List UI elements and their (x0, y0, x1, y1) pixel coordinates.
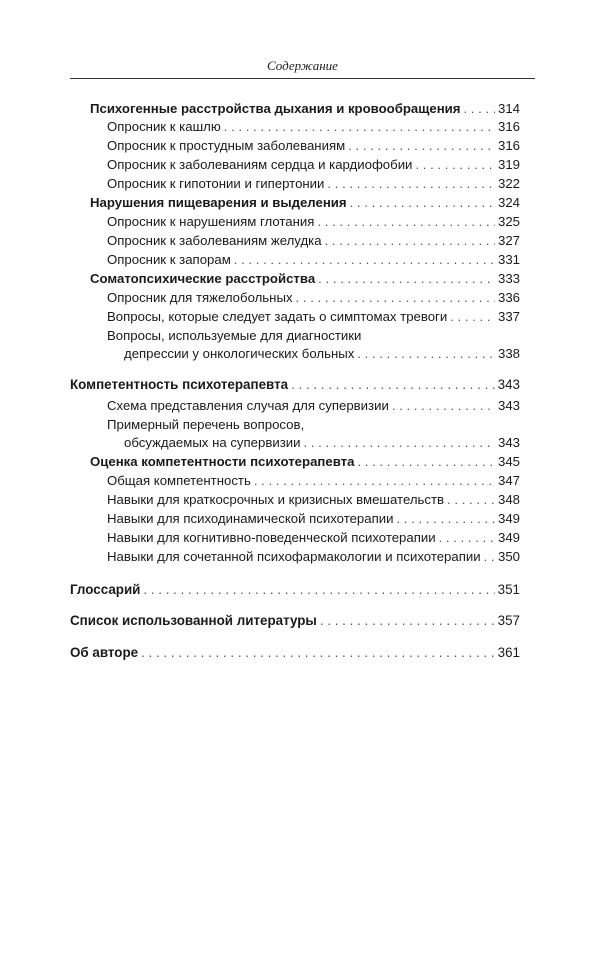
toc-entry-title: Навыки для краткосрочных и кризисных вмешательств (107, 492, 445, 507)
toc-entry-title: Опросник к запорам (107, 252, 231, 267)
dot-leader (357, 345, 495, 363)
toc-entry-combined-skills[interactable] (107, 548, 520, 566)
toc-entry-title: Об авторе (70, 645, 139, 660)
toc-entry-title-line1: Вопросы, используемые для диагностики (107, 328, 362, 343)
toc-entry-swallowing[interactable] (107, 213, 520, 231)
dot-leader (450, 308, 495, 326)
toc-page-number: 322 (497, 176, 520, 191)
toc-page-number: 316 (497, 138, 520, 153)
toc-entry-psychodynamic-skills[interactable] (107, 510, 520, 528)
toc-entry-title: Нарушения пищеварения и выделения (90, 195, 347, 210)
toc-page-number: 343 (497, 435, 520, 450)
toc-entry-title: Список использованной литературы (70, 613, 317, 628)
dot-leader (447, 491, 495, 509)
toc-entry-glossary[interactable] (70, 581, 520, 599)
running-header: Содержание (267, 58, 338, 73)
toc-page-number: 343 (497, 377, 520, 392)
dot-leader (348, 137, 495, 155)
dot-leader (357, 453, 495, 471)
toc-entry-digestion[interactable] (90, 194, 520, 212)
toc-entry-title: Навыки для когнитивно-поведенческой психотерапии (107, 530, 436, 545)
toc-entry-title: обсуждаемых на супервизии (124, 435, 301, 450)
dot-leader (141, 644, 495, 662)
toc-entry-title: Навыки для психодинамической психотерапии (107, 511, 394, 526)
toc-page-number: 350 (497, 549, 520, 564)
toc-page-number: 361 (497, 645, 520, 660)
toc-entry-title: Соматопсихические расстройства (90, 271, 316, 286)
toc-entry-competence-assessment[interactable] (90, 453, 520, 471)
toc-page-number: 343 (497, 398, 520, 413)
toc-page-number: 348 (497, 492, 520, 507)
toc-entry-anxiety-questions[interactable] (107, 308, 520, 326)
toc-page-number: 345 (497, 454, 520, 469)
toc-entry-title: Навыки для сочетанной психофармакологии и психотерапии (107, 549, 481, 564)
dot-leader (254, 472, 495, 490)
toc-page-number: 327 (497, 233, 520, 248)
toc-entry-title: Компетентность психотерапевта (70, 377, 289, 392)
toc-entry-title: Глоссарий (70, 582, 141, 597)
toc-entry-depression-oncology[interactable] (124, 345, 520, 363)
toc-page-number: 357 (497, 613, 520, 628)
toc-entry-seriously-ill[interactable] (107, 289, 520, 307)
toc-entry-title: Опросник к гипотонии и гипертонии (107, 176, 325, 191)
dot-leader (224, 118, 495, 136)
dot-leader (396, 510, 495, 528)
dot-leader (318, 270, 495, 288)
dot-leader (350, 194, 495, 212)
toc-page-number: 337 (497, 309, 520, 324)
toc-page-number: 316 (497, 119, 520, 134)
toc-entry-stomach[interactable] (107, 232, 520, 250)
toc-entry-crisis-skills[interactable] (107, 491, 520, 509)
toc-page-number: 333 (497, 271, 520, 286)
toc-entry-title: Вопросы, которые следует задать о симптомах тревоги (107, 309, 448, 324)
toc-entry-title: Опросник к заболеваниям желудка (107, 233, 322, 248)
toc-entry-cough[interactable] (107, 118, 520, 136)
header-divider (70, 78, 535, 79)
toc-entry-title: депрессии у онкологических больных (124, 346, 355, 361)
toc-entry-title: Психогенные расстройства дыхания и кровообращения (90, 101, 461, 116)
dot-leader (484, 548, 495, 566)
toc-entry-title: Опросник к кашлю (107, 119, 221, 134)
toc-page-number: 324 (497, 195, 520, 210)
toc-entry-cold[interactable] (107, 137, 520, 155)
toc-page-number: 336 (497, 290, 520, 305)
toc-entry-about-author[interactable] (70, 644, 520, 662)
toc-entry-hypotension[interactable] (107, 175, 520, 193)
toc-entry-constipation[interactable] (107, 251, 520, 269)
toc-page-number: 319 (497, 157, 520, 172)
dot-leader (392, 397, 495, 415)
toc-page-number: 325 (497, 214, 520, 229)
toc-entry-title: Общая компетентность (107, 473, 251, 488)
toc-entry-title: Опросник к заболеваниям сердца и кардиофобии (107, 157, 413, 172)
toc-entry-title-line1: Примерный перечень вопросов, (107, 417, 305, 432)
toc-entry-title: Опросник к простудным заболеваниям (107, 138, 346, 153)
toc-page-number: 314 (497, 101, 520, 116)
dot-leader (234, 251, 495, 269)
dot-leader (291, 376, 495, 394)
toc-entry-supervision-questions[interactable] (124, 434, 520, 452)
toc-entry-case-scheme[interactable] (107, 397, 520, 415)
dot-leader (415, 156, 495, 174)
toc-page-number: 338 (497, 346, 520, 361)
toc-entry-bibliography[interactable] (70, 612, 520, 630)
toc-page-number: 347 (497, 473, 520, 488)
toc-page-number: 349 (497, 511, 520, 526)
dot-leader (296, 289, 495, 307)
toc-entry-cbt-skills[interactable] (107, 529, 520, 547)
dot-leader (439, 529, 495, 547)
toc-entry-general-competence[interactable] (107, 472, 520, 490)
toc-entry-somatopsychic[interactable] (90, 270, 520, 288)
toc-entry-respiratory[interactable] (90, 100, 520, 118)
toc-entry-therapist-competence[interactable] (70, 376, 520, 394)
toc-page-number: 349 (497, 530, 520, 545)
toc-page-number: 351 (497, 582, 520, 597)
dot-leader (325, 232, 495, 250)
toc-entry-heart[interactable] (107, 156, 520, 174)
dot-leader (320, 612, 495, 630)
toc-entry-title: Оценка компетентности психотерапевта (90, 454, 355, 469)
toc-entry-title: Опросник к нарушениям глотания (107, 214, 315, 229)
dot-leader (317, 213, 495, 231)
toc-page-number: 331 (497, 252, 520, 267)
toc-entry-title: Схема представления случая для супервизии (107, 398, 389, 413)
dot-leader (143, 581, 494, 599)
dot-leader (304, 434, 495, 452)
toc-entry-title: Опросник для тяжелобольных (107, 290, 293, 305)
dot-leader (463, 100, 495, 118)
dot-leader (327, 175, 495, 193)
